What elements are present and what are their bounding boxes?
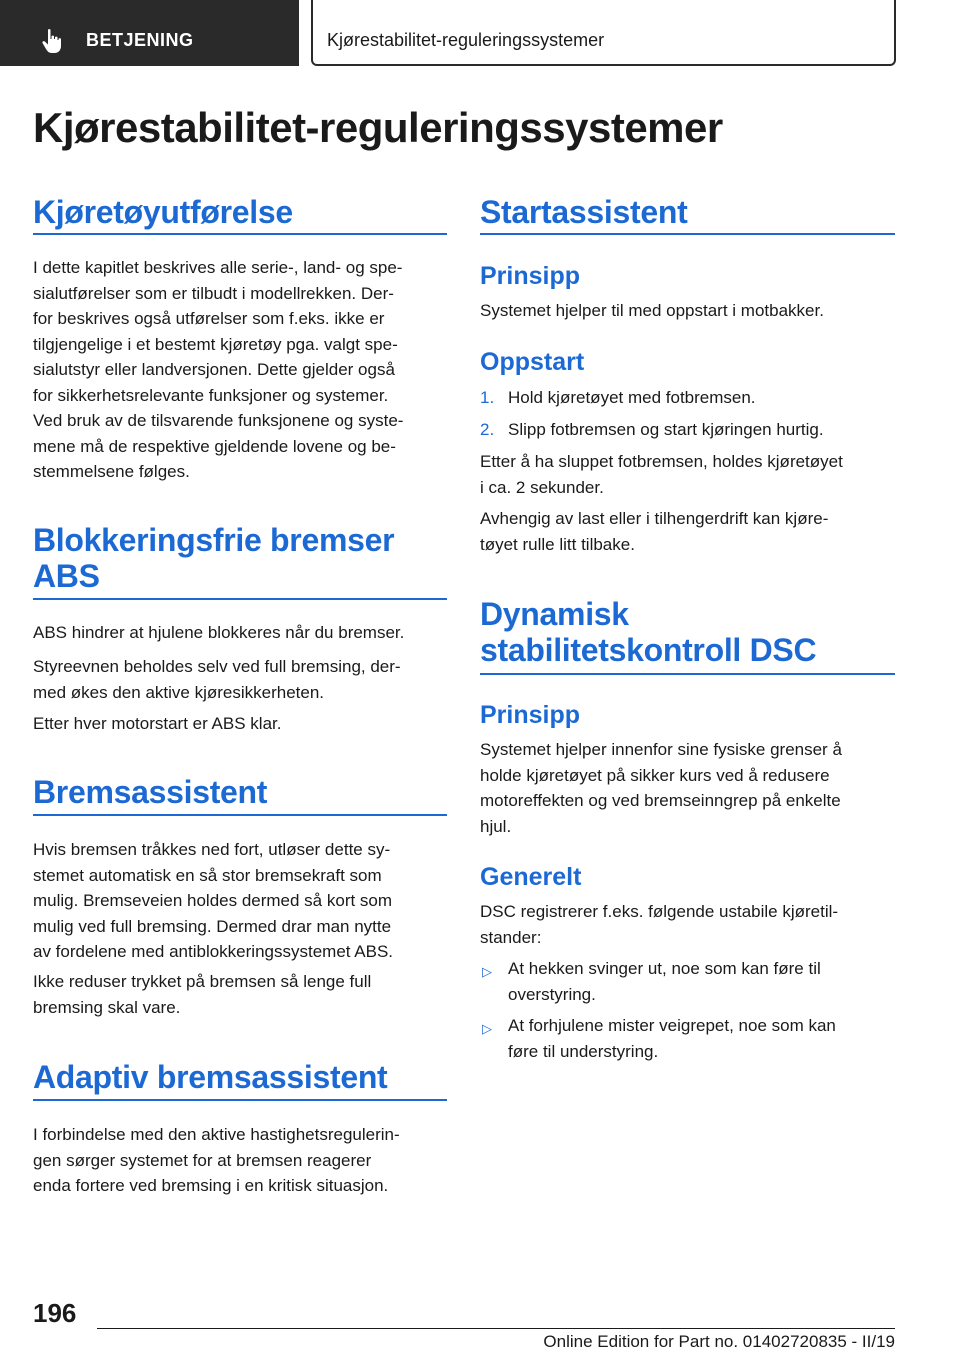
text-line: sialutførelser som er tilbudt i modellrekken. Der- — [33, 283, 394, 303]
text-line: DSC registrerer f.eks. følgende ustabile kjøretil- — [480, 902, 839, 921]
section-tab — [0, 0, 299, 66]
bullet-text-line: At forhjulene mister veigrepet, noe som kan — [508, 1016, 836, 1035]
step-text: Slipp fotbremsen og start kjøringen hurtig. — [508, 420, 824, 439]
page-header — [0, 0, 960, 66]
heading-line: Blokkeringsfrie bremser — [33, 522, 395, 558]
paragraph-abs-2 — [33, 654, 453, 705]
footer-rule — [97, 1328, 895, 1329]
text-line: holde kjøretøyet på sikker kurs ved å redusere — [480, 765, 830, 785]
paragraph-dsc-prinsipp — [480, 737, 900, 839]
heading-adaptiv-bremsassistent: Adaptiv bremsassistent — [33, 1059, 388, 1095]
subheading-oppstart: Oppstart — [480, 348, 585, 376]
text-line: mene må de respektive gjeldende lovene og be- — [33, 436, 396, 456]
page-title: Kjørestabilitet-reguleringssystemer — [33, 104, 723, 151]
triangle-bullet-icon: ▷ — [482, 964, 492, 979]
heading-rule — [33, 814, 447, 816]
list-item-bullet-1 — [480, 956, 900, 1007]
paragraph-startassistent-3 — [480, 506, 900, 557]
step-number: 1. — [480, 388, 495, 407]
list-item-bullet-2 — [480, 1013, 900, 1064]
subheading-generelt: Generelt — [480, 863, 582, 891]
text-line: hjul. — [480, 816, 512, 836]
heading-dsc — [480, 596, 816, 668]
paragraph-startassistent-prinsipp: Systemet hjelper til med oppstart i motbakker. — [480, 301, 824, 320]
text-line: Styreevnen beholdes selv ved full bremsing, der- — [33, 657, 401, 676]
text-line: Etter å ha sluppet fotbremsen, holdes kjøretøyet — [480, 452, 843, 471]
paragraph-abs-3: Etter hver motorstart er ABS klar. — [33, 714, 282, 733]
section-label: BETJENING — [86, 30, 194, 50]
heading-rule — [480, 233, 895, 235]
bullet-text-line: føre til understyring. — [508, 1041, 659, 1061]
paragraph-adaptiv-bremsassistent — [33, 1122, 453, 1199]
text-line: Ikke reduser trykket på bremsen så lenge full — [33, 972, 372, 991]
page-number: 196 — [33, 1298, 77, 1328]
paragraph-abs-1: ABS hindrer at hjulene blokkeres når du bremser. — [33, 623, 405, 642]
step-text: Hold kjøretøyet med fotbremsen. — [508, 388, 756, 407]
text-line: gen sørger systemet for at bremsen reagerer — [33, 1150, 372, 1170]
bullet-text-line: overstyring. — [508, 984, 596, 1004]
paragraph-dsc-generelt — [480, 899, 900, 950]
heading-line: ABS — [33, 558, 100, 594]
heading-rule — [33, 233, 447, 235]
triangle-bullet-icon: ▷ — [482, 1021, 492, 1036]
text-line: I dette kapitlet beskrives alle serie-, land- og spe- — [33, 258, 403, 277]
paragraph-bremsassistent-2 — [33, 969, 453, 1020]
subheading-prinsipp: Prinsipp — [480, 262, 581, 290]
heading-bremsassistent: Bremsassistent — [33, 774, 268, 810]
text-line: mulig ved full bremsing. Dermed drar man nytte — [33, 916, 392, 936]
step-number: 2. — [480, 420, 495, 439]
text-line: i ca. 2 sekunder. — [480, 477, 604, 497]
heading-rule — [33, 598, 447, 600]
text-line: tilgjengelige i et bestemt kjøretøy pga. valgt spe- — [33, 334, 398, 354]
text-line: I forbindelse med den aktive hastighetsregulerin- — [33, 1125, 400, 1144]
chapter-label: Kjørestabilitet-reguleringssystemer — [327, 30, 605, 50]
text-line: for sikkerhetsrelevante funksjoner og systemer. — [33, 385, 389, 405]
text-line: sialutstyr eller landversjonen. Dette gjelder også — [33, 360, 395, 379]
subheading-prinsipp: Prinsipp — [480, 701, 581, 729]
text-line: tøyet rulle litt tilbake. — [480, 534, 635, 554]
text-line: stemmelsene følges. — [33, 462, 190, 481]
heading-line: Dynamisk — [480, 596, 629, 632]
paragraph-bremsassistent-1 — [33, 837, 453, 965]
text-line: av fordelene med antiblokkeringssystemet ABS. — [33, 942, 394, 961]
text-line: Avhengig av last eller i tilhengerdrift kan kjøre- — [480, 509, 829, 528]
text-line: stemet automatisk en så stor bremsekraft som — [33, 865, 382, 885]
text-line: mulig. Bremseveien holdes dermed så kort som — [33, 891, 393, 910]
paragraph-startassistent-2 — [480, 449, 900, 500]
heading-line: stabilitetskontroll DSC — [480, 632, 817, 668]
text-line: Systemet hjelper innenfor sine fysiske grenser å — [480, 740, 842, 759]
heading-startassistent: Startassistent — [480, 194, 688, 230]
text-line: bremsing skal vare. — [33, 997, 181, 1017]
bullet-text-line: At hekken svinger ut, noe som kan føre til — [508, 959, 821, 978]
paragraph-kjoretoyutforelse — [33, 255, 453, 485]
text-line: motoreffekten og ved bremseinngrep på enkelte — [480, 791, 841, 810]
text-line: enda fortere ved bremsing i en kritisk situasjon. — [33, 1176, 389, 1195]
heading-rule — [33, 1099, 447, 1101]
text-line: med økes den aktive kjøresikkerheten. — [33, 682, 325, 702]
chapter-tab — [311, 0, 896, 66]
list-item-step-1 — [480, 385, 900, 411]
heading-kjoretoyutforelse: Kjøretøyutførelse — [33, 194, 293, 230]
list-item-step-2 — [480, 417, 900, 443]
heading-rule — [480, 673, 895, 675]
text-line: Ved bruk av de tilsvarende funksjonene og syste- — [33, 411, 404, 430]
hand-pointer-icon — [40, 28, 66, 54]
heading-abs — [33, 522, 394, 594]
text-line: Hvis bremsen tråkkes ned fort, utløser dette sy- — [33, 840, 391, 859]
text-line: stander: — [480, 927, 542, 947]
text-line: for beskrives også utførelser som f.eks. ikke er — [33, 309, 385, 328]
footer-edition: Online Edition for Part no. 01402720835 - II/19 — [543, 1332, 895, 1351]
